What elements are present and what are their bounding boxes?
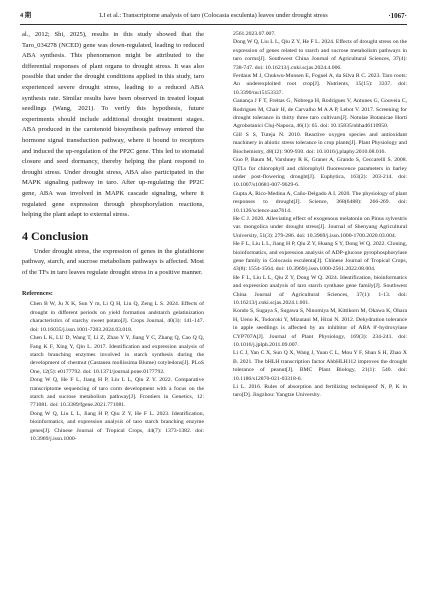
conclusion-heading: 4 Conclusion	[22, 228, 89, 243]
reference-item: Chen L K, LU D, Wang T, Li Z, Zhao Y Y, Jiang Y C, Zhang Q, Cao Q Q, Fang K F, Xing Y, Qin L. 2017. Identification and expression analysis of starch branching enzymes involved in starch synthesis during the development of chestnut (Castanea mollissima Blume) cotyledons[J]. PLoS One, 12(5): e0177792. doi: 10.1371/journal.pone.0177792.	[30, 335, 204, 375]
reference-item: Gill S S, Tuteja N. 2010. Reactive oxygen species and antioxidant machinery in abiotic stress tolerance in crop plants[J]. Plant Physiology and Biochemistry, 48(12): 909-930. doi: 10.1016/j.plaphy.2010.08.016.	[233, 131, 407, 155]
reference-item: Ganança J F T, Freitas G, Nobrega H, Rodrigues V, Antunes G, Gouveia C, Rodrigues M, Chair H, de Carvalho M A A P, Lebot V. 2017. Screening for drought tolerance in thirty three taro cultivars[J]. Notulae Botanicae Horti Agrobotanici Cluj-Napoca, 46(1): 65. doi: 10.15835/nbha46110950.	[233, 98, 407, 130]
reference-item: Dong W Q, He F L, Jiang H P, Liu L L, Qiu Z Y. 2022. Comparative transcriptome sequencing of taro corm development with a focus on the starch and sucrose metabolism pathway[J]. Frontiers in Genetics, 12: 771081. doi: 10.3389/fgene.2021.771081.	[30, 377, 204, 409]
reference-continuation: 2561.2023.07.007.	[233, 31, 276, 37]
reference-item: Li L. 2016. Rules of absorption and fertilizing techniqueof N, P, K in taro[D]. Jingzhou: Yangtze University.	[233, 384, 407, 399]
reference-item: Gupta A, Rico-Medina A, Caño-Delgado A I. 2020. The physiology of plant responses to drought[J]. Science, 368(6488): 266-269. doi: 10.1126/science.aaz7614.	[233, 190, 407, 214]
references-heading: References:	[22, 290, 53, 298]
body-paragraph: al., 2012; Shi, 2025), results in this study showed that the Taro_034278 (NCED) gene was down-regulated, leading to reduced ABA synthesis. This phenomenon might be attributed to the differential responses of plant organs to drought stress. It was also possible that under the drought conditions applied in this study, taro experienced severe drought stress, leading to a reduced ABA synthesis rate. Similar results have been observed in treated loquat seedlings (Wang, 2021). To verify this hypothesis, future experiments should include additional drought treatment stages. ABA produced in the carotenoid biosynthesis pathway entered the hormone signal transduction pathway, where it bound to receptors and induced the up-regulation of the PP2C gene. This led to stomatal closure and seed dormancy, thereby helping the plant respond to drought stress. Under drought stress, ABA also participated in the MAPK signaling pathway in taro. After up-regulating the PP2C gene, ABA was involved in MAPK cascade signaling, where it regulated gene expression through phosphorylation reactions, helping the plant adapt to external stress.	[22, 31, 204, 219]
reference-item: Li C J, Yan C X, Sun Q X, Wang J, Yuan C L, Mou Y F, Shan S H, Zhao X B. 2021. The bHLH transcription factor AhbHLH112 improves the drought tolerance of peanut[J]. BMC Plant Biology, 21(1): 540. doi: 10.1186/s12870-021-03318-6.	[233, 350, 407, 382]
running-header	[20, 8, 407, 25]
issue-label: 4 期	[20, 12, 32, 19]
reference-item: Chen B W, Ju X K, Sun Y m, Li Q H, Liu Q, Zeng L S. 2024. Effects of drought in different periods on yield formation andstarch gelatinization characteristics of starchy sweet potato[J]. Crops Journal, 40(3): 141-147. doi: 10.16035/j.issn.1001-7283.2024.03.018.	[30, 301, 204, 333]
reference-item: Dong W Q, Liu L L, Jiang H P, Qiu Z Y, He F L. 2023. Identification, bioinformatics, and expression analysis of taro starch branching enzyme genes[J]. Chinese Journal of Tropical Crops, 44(7): 1373-1382. doi: 10.3969/j.issn.1000-	[30, 410, 204, 442]
right-column	[225, 30, 407, 400]
left-column	[22, 30, 204, 443]
reference-item: Kondo S, Sugaya S, Sugawa S, Ninomiya M, Kittikorn M, Okawa K, Ohara H, Ueno K, Todoroki Y, Mizutani M, Hirai N. 2012. Dehydration tolerance in apple seedlings is affected by an inhibitor of ABA 8'-hydroxylase CYP707A[J]. Journal of Plant Physiology, 169(3): 234-241. doi: 10.1016/j.jplph.2011.09.007.	[233, 308, 407, 349]
reference-item: He F L, Liu L L, Jiang H P, Qiu Z Y, Huang S Y, Dong W Q. 2022. Cloning, bioinformatics, and expression analysis of ADP-glucose pyrophosphorylase gene family in Colocasia esculenta[J]. Chinese Journal of Tropical Crops, 43(8): 1554-1564. doi: 10.3969/j.issn.1000-2561.2022.08.004.	[233, 241, 407, 273]
reference-item: He F L, Liu L L, Qiu Z Y, Dong W Q. 2024. Identification, bioinformatics and expression analysis of taro starch synthase gene family[J]. Southwest China Journal of Agricultural Sciences, 37(1): 1-13. doi: 10.16213/j.cnki.scjas.2024.1.001.	[233, 274, 407, 306]
running-title: LI et al.: Transcriptome analysis of taro (Colocasia esculenta) leaves under drought stress	[99, 12, 328, 19]
conclusion-paragraph: Under drought stress, the expression of genes in the glutathione pathway, starch, and sucrose metabolism pathways is affected. Most of the TFs in taro leaves regulate drought stress in a positive manner.	[22, 247, 204, 276]
reference-item: He C J. 2020. Alleviating effect of exogenous melatonin on Pinus sylvestris var. mongolica under drought stress[J]. Journal of Shenyang Agricultural University, 51(3): 279-286. doi: 10.3969/j.issn.1000-1700.2020.03.004.	[233, 215, 407, 239]
reference-item: Guo P, Baum M, Varshney R K, Graner A, Grando S, Ceccarelli S. 2008. QTLs for chlorophyll and chlorophyll fluorescence parameters in barley under post-flowering drought[J]. Euphytica, 163(2): 203-214. doi: 10.1007/s10681-007-9629-6.	[233, 157, 407, 189]
page-number: ·1067·	[388, 12, 407, 20]
reference-item: Dong W Q, Liu L L, Qiu Z Y, He F L. 2024. Effects of drought stress on the expression of genes related to starch and sucrose metabolism pathways in taro corms[J]. Southwest China Journal of Agricultural Sciences, 37(4): 738-747. doi: 10.16213/j.cnki.scjas.2024.4.006.	[233, 39, 407, 71]
reference-item: Ferdaus M J, Chukwu-Munsen E, Foguel A, da Silva R C. 2023. Taro roots: An underexploited root crop[J]. Nutrients, 15(15): 3337. doi: 10.3390/nu15153337.	[233, 73, 407, 96]
